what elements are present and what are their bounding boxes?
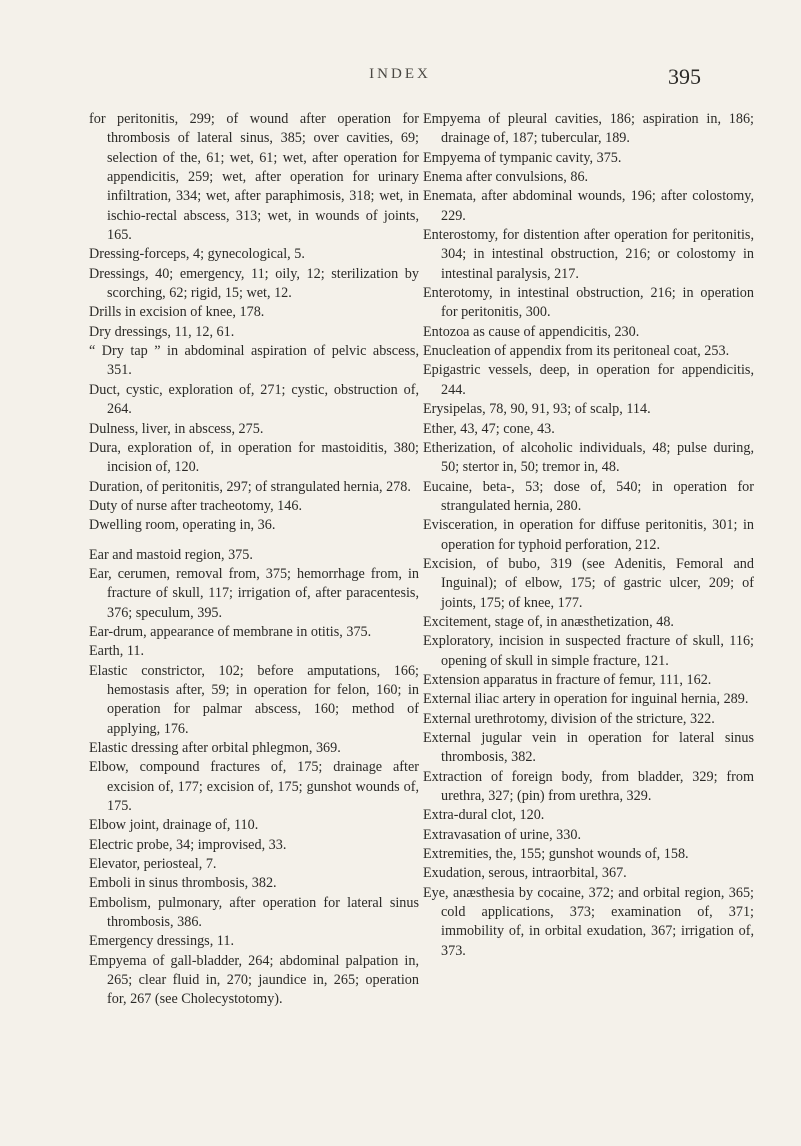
index-entry: Enterotomy, in intestinal obstruction, 216; in operation for peritonitis, 300.	[423, 285, 754, 321]
index-entry: Extension apparatus in fracture of femur, 111, 162.	[423, 671, 712, 688]
index-entry: Earth, 11.	[89, 643, 145, 660]
index-entry: Enucleation of appendix from its peritoneal coat, 253.	[423, 343, 730, 360]
index-entry: Ear and mastoid region, 375.	[89, 546, 253, 563]
right-column	[423, 110, 754, 961]
index-entry: Drills in excision of knee, 178.	[89, 304, 265, 321]
index-entry: Etherization, of alcoholic individuals, 48; pulse during, 50; stertor in, 50; tremor in, 48.	[423, 439, 754, 476]
index-entry: Dressing-forceps, 4; gynecological, 5.	[89, 246, 305, 263]
running-head	[0, 64, 801, 104]
index-entry: Extra-dural clot, 120.	[423, 807, 545, 824]
index-entry: Emergency dressings, 11.	[89, 933, 234, 950]
index-entry: Emboli in sinus thrombosis, 382.	[89, 875, 277, 892]
index-entry: Embolism, pulmonary, after operation for lateral sinus thrombosis, 386.	[89, 894, 419, 931]
index-entry: Elbow joint, drainage of, 110.	[89, 817, 259, 834]
index-entry: Dry dressings, 11, 12, 61.	[89, 323, 235, 340]
index-entry: Elbow, compound fractures of, 175; drainage after excision of, 177; excision of, 175; gunshot wounds of, 175.	[89, 759, 419, 815]
index-entry: Eucaine, beta-, 53; dose of, 540; in operation for strangulated hernia, 280.	[423, 478, 754, 514]
index-entry: Ether, 43, 47; cone, 43.	[423, 420, 555, 437]
index-entry: Extremities, the, 155; gunshot wounds of, 158.	[423, 846, 689, 863]
index-entry: Evisceration, in operation for diffuse peritonitis, 301; in operation for typhoid perforation, 212.	[423, 517, 754, 553]
index-entry: External jugular vein in operation for lateral sinus thrombosis, 382.	[423, 730, 754, 766]
index-entry: Duty of nurse after tracheotomy, 146.	[89, 497, 303, 514]
index-columns	[0, 110, 801, 1110]
index-entry: Dwelling room, operating in, 36.	[89, 517, 276, 534]
index-entry: for peritonitis, 299; of wound after operation for thrombosis of lateral sinus, 385; over cavities, 69; selection of the, 61; wet, 61; wet, after operation for appendicitis, 259; wet, after operation for urinary infiltration, 334; wet, after paraphimosis, 318; wet, in ischio-rectal abscess, 313; wet, in wounds of joints, 165.	[89, 111, 419, 244]
index-entry: Eye, anæsthesia by cocaine, 372; and orbital region, 365; cold applications, 373; examination of, 371; immobility of, in orbital exudation, 367; irrigation of, 373.	[423, 884, 754, 959]
index-entry: Electric probe, 34; improvised, 33.	[89, 836, 287, 853]
index-entry: Dulness, liver, in abscess, 275.	[89, 420, 264, 437]
index-entry: External iliac artery in operation for inguinal hernia, 289.	[423, 691, 749, 708]
left-column	[89, 110, 419, 1010]
index-entry: Excitement, stage of, in anæsthetization, 48.	[423, 613, 674, 630]
index-entry: Elastic constrictor, 102; before amputations, 166; hemostasis after, 59; in operation for felon, 160; in operation for palmar abscess, 160; method of applying, 176.	[89, 662, 419, 737]
index-entry: Dura, exploration of, in operation for mastoiditis, 380; incision of, 120.	[89, 439, 419, 476]
index-entry: Excision, of bubo, 319 (see Adenitis, Femoral and Inguinal); of elbow, 175; of gastric ulcer, 209; of joints, 175; of knee, 177.	[423, 555, 754, 611]
index-entry: Dressings, 40; emergency, 11; oily, 12; sterilization by scorching, 62; rigid, 15; wet, 12.	[89, 265, 419, 302]
index-entry: Empyema of tympanic cavity, 375.	[423, 149, 622, 166]
index-entry: Entozoa as cause of appendicitis, 230.	[423, 323, 640, 340]
index-entry: Erysipelas, 78, 90, 91, 93; of scalp, 114.	[423, 401, 651, 418]
index-entry: Exploratory, incision in suspected fracture of skull, 116; opening of skull in simple fracture, 121.	[423, 633, 754, 669]
running-title: INDEX	[369, 66, 431, 82]
index-entry: Empyema of gall-bladder, 264; abdominal palpation in, 265; clear fluid in, 270; jaundice in, 265; operation for, 267 (see Cholecystotomy).	[89, 952, 419, 1008]
index-entry: Enterostomy, for distention after operation for peritonitis, 304; in intestinal obstruction, 216; or colostomy in intestinal paralysis, 217.	[423, 227, 754, 282]
page-number: 395	[668, 64, 701, 89]
index-entry: Exudation, serous, intraorbital, 367.	[423, 865, 627, 882]
index-entry: Duration, of peritonitis, 297; of strangulated hernia, 278.	[89, 478, 411, 495]
index-entry: Ear-drum, appearance of membrane in otitis, 375.	[89, 623, 372, 640]
index-entry: Ear, cerumen, removal from, 375; hemorrhage from, in fracture of skull, 117; irrigation of, after paracentesis, 376; speculum, 395.	[89, 565, 419, 621]
index-entry: Empyema of pleural cavities, 186; aspiration in, 186; drainage of, 187; tubercular, 189.	[423, 111, 754, 147]
index-entry: Elevator, periosteal, 7.	[89, 856, 217, 873]
index-entry: Extraction of foreign body, from bladder, 329; from urethra, 327; (pin) from urethra, 329.	[423, 768, 754, 805]
index-entry: Enema after convulsions, 86.	[423, 169, 589, 186]
index-entry: Enemata, after abdominal wounds, 196; after colostomy, 229.	[423, 188, 754, 224]
index-entry: Duct, cystic, exploration of, 271; cystic, obstruction of, 264.	[89, 381, 419, 418]
index-entry: Extravasation of urine, 330.	[423, 826, 581, 843]
index-entry: Epigastric vessels, deep, in operation for appendicitis, 244.	[423, 362, 754, 398]
index-entry: “ Dry tap ” in abdominal aspiration of pelvic abscess, 351.	[89, 343, 419, 379]
index-entry: Elastic dressing after orbital phlegmon, 369.	[89, 740, 341, 756]
index-entry: External urethrotomy, division of the stricture, 322.	[423, 710, 715, 727]
